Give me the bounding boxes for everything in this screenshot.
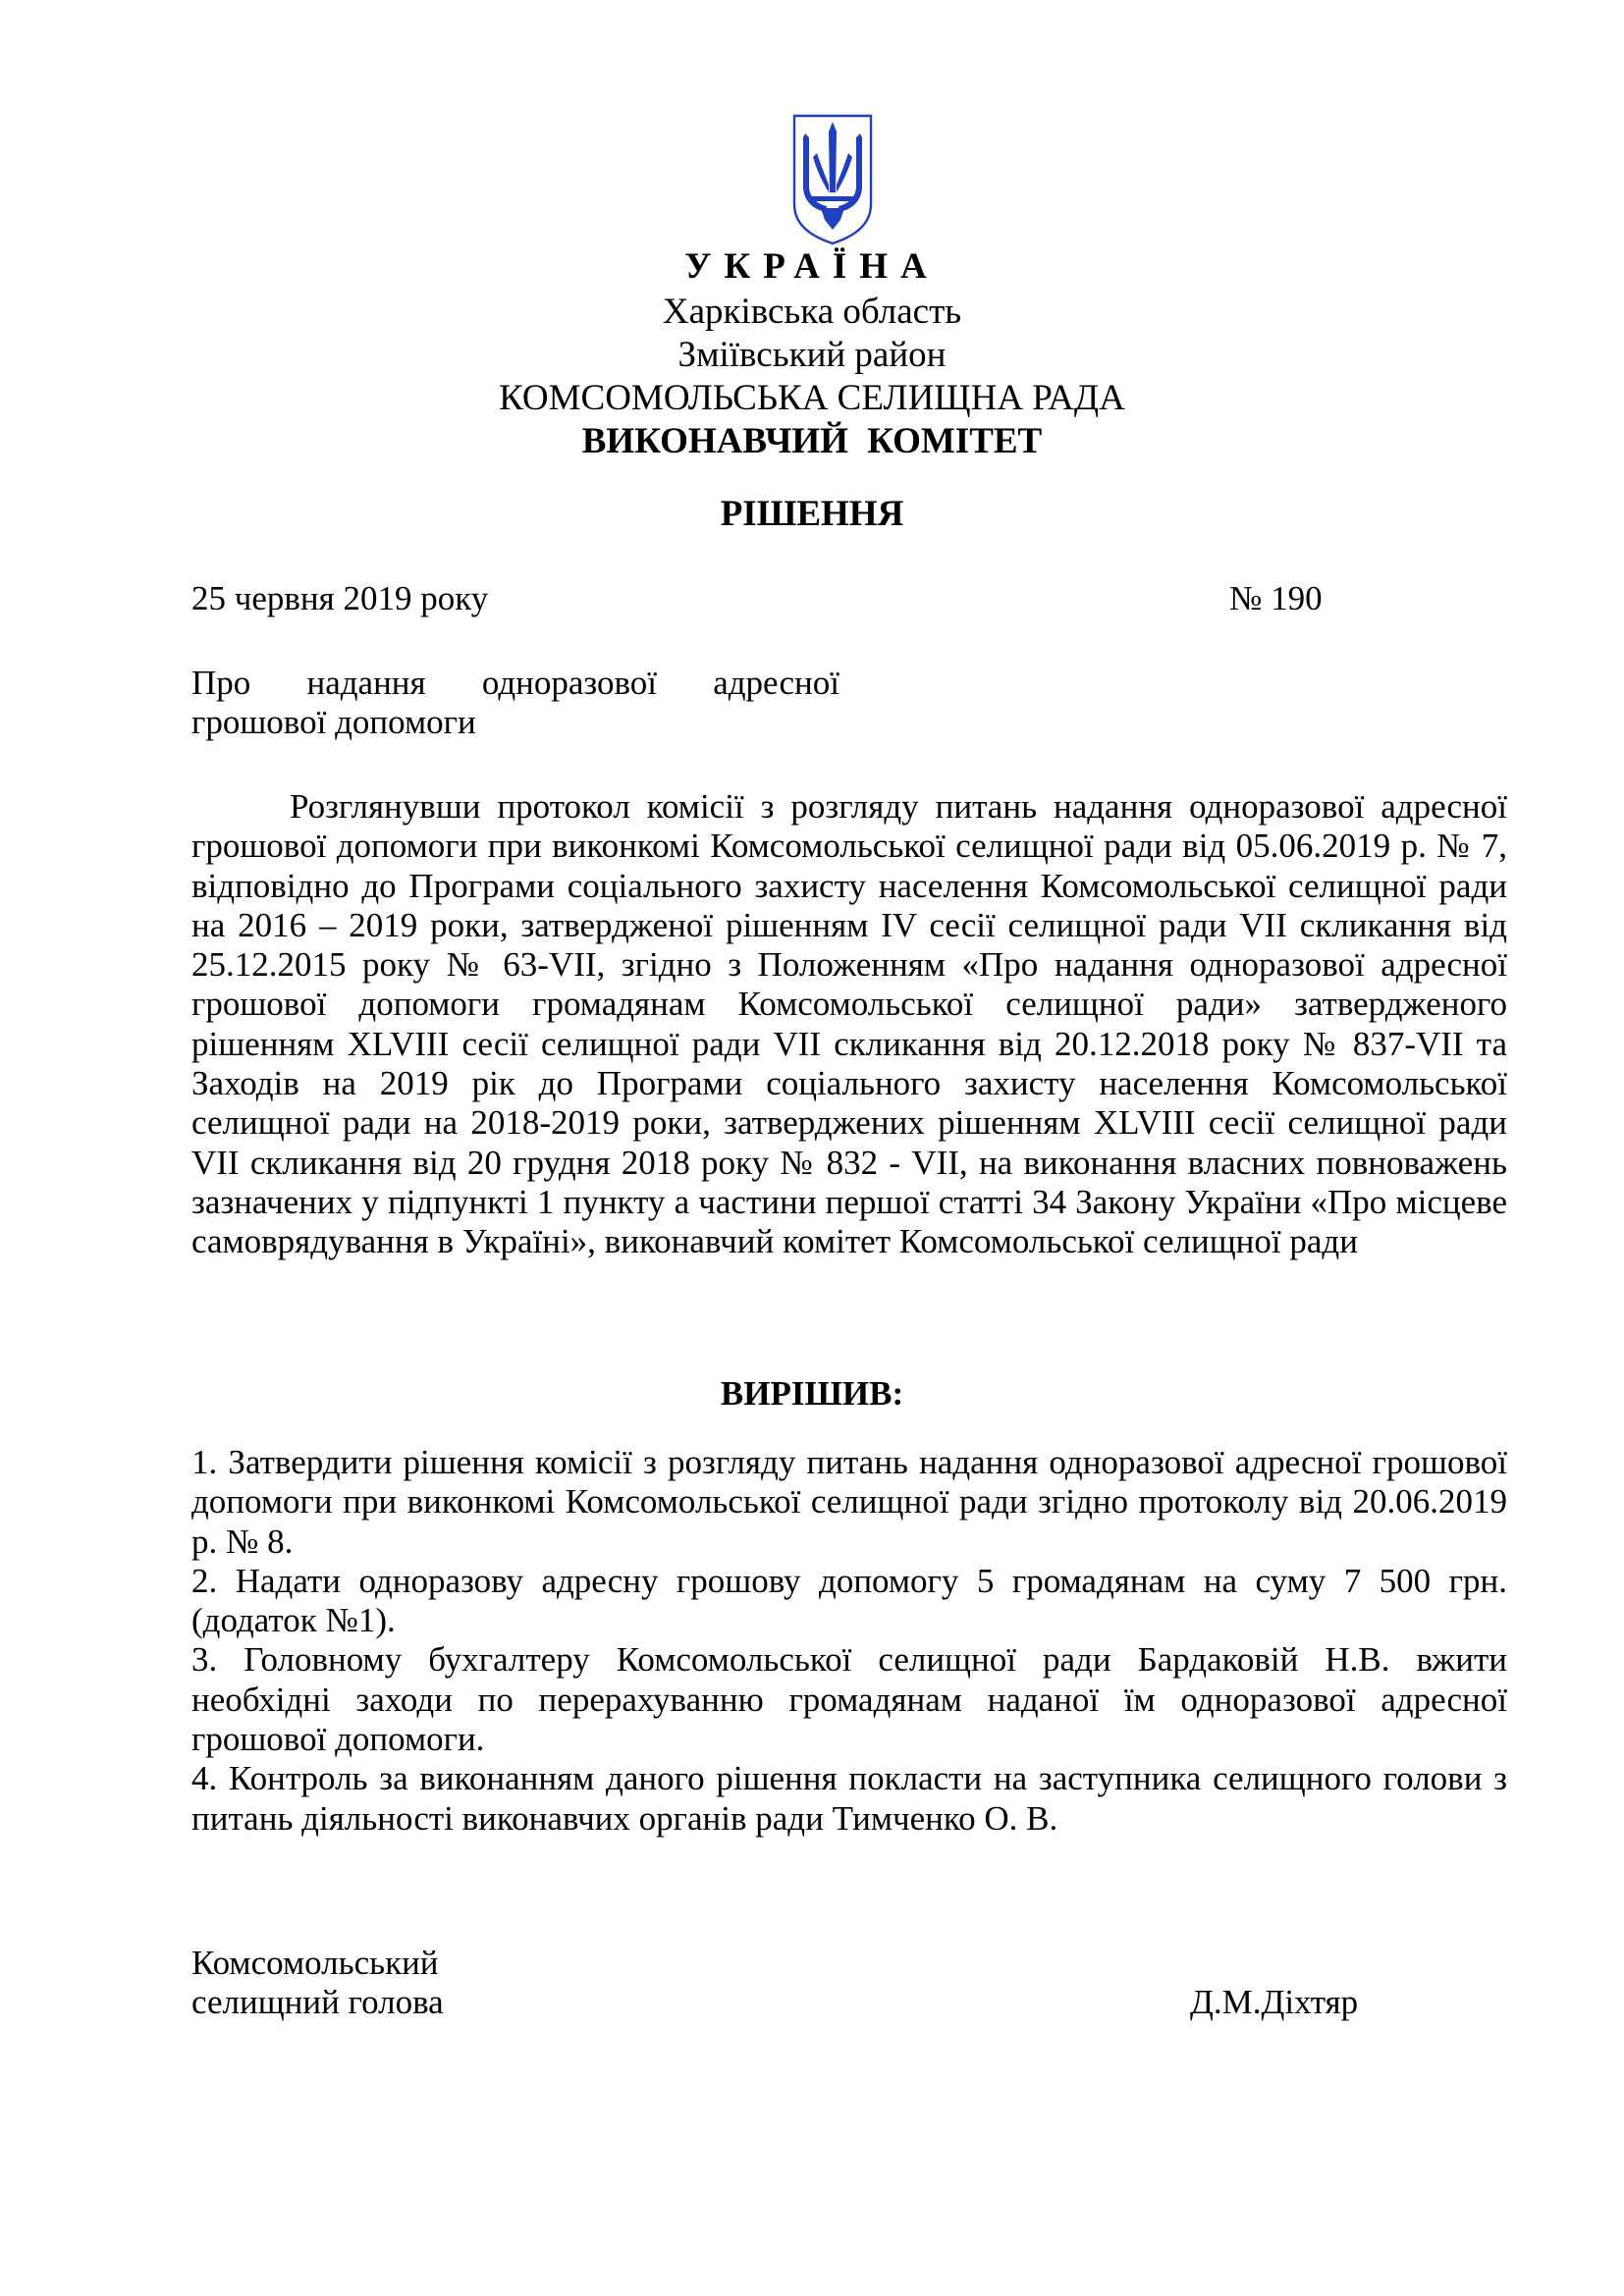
subject-word: Про [191,664,251,702]
signatory-title-line: Комсомольський [191,1944,439,1982]
resolution-item: 1. Затвердити рішення комісії з розгляду питань надання одноразової адресної грошової допомоги при виконкомі Комсомольської селищної ради згідно протоколу від 20.06.2019 р. № 8. [191,1443,1507,1561]
subject-word: адресної [713,664,839,702]
header-district: Зміївський район [677,335,947,375]
ukraine-trident-icon [791,114,874,245]
subject-word: надання [306,664,426,702]
resolution-items [191,1443,1507,1839]
resolution-item: 4. Контроль за виконанням даного рішення покласти на заступника селищного голови з питань діяльності виконавчих органів ради Тимченко О. В. [191,1759,1507,1838]
preamble-paragraph: Розглянувши протокол комісії з розгляду питань надання одноразової адресної грошової допомоги при виконкомі Комсомольської селищної ради від 05.06.2019 р. № 7, відповідно до Програми соціального захисту населення Комсомольської селищної ради на 2016 – 2019 роки, затвердженої рішенням IV сесії селищної ради VII скликання від 25.12.2015 року № 63-VII, згідно з Положенням «Про надання одноразової адресної грошової допомоги громадянам Комсомольської селищної ради» затвердженого рішенням XLVIII сесії селищної ради VII скликання від 20.12.2018 року № 837-VII та Заходів на 2019 рік до Програми соціального захисту населення Комсомольської селищної ради на 2018-2019 роки, затверджених рішенням XLVIII сесії селищної ради VII скликання від 20 грудня 2018 року № 832 - VII, на виконання власних повноважень зазначених у підпункті 1 пункту а частини першої статті 34 Закону України «Про місцеве самоврядування в Україні», виконавчий комітет Комсомольської селищної ради [191,787,1507,1261]
decision-subject [191,664,839,742]
subject-word: одноразової [481,664,658,702]
decision-number: № 190 [1229,579,1323,617]
header-region: Харківська область [662,292,962,332]
subject-line-2: грошової допомоги [191,703,476,741]
header-committee: ВИКОНАВЧИЙ КОМІТЕТ [581,421,1043,461]
header-country: УКРАЇНА [684,246,940,287]
signatory-title [191,1944,444,2022]
document-type-title: РІШЕННЯ [720,494,904,534]
decision-date: 25 червня 2019 року [191,579,489,617]
decided-heading: ВИРІШИВ: [720,1374,904,1413]
signatory-name: Д.М.Діхтяр [1190,1983,1359,2021]
signatory-title-line: селищний голова [191,1983,444,2021]
header-council: КОМСОМОЛЬСЬКА СЕЛИЩНА РАДА [499,378,1125,418]
resolution-item: 3. Головному бухгалтеру Комсомольської селищної ради Бардаковій Н.В. вжити необхідні заходи по перерахуванню громадянам наданої їм одноразової адресної грошової допомоги. [191,1640,1507,1759]
resolution-item: 2. Надати одноразову адресну грошову допомогу 5 громадянам на суму 7 500 грн. (додаток №1). [191,1561,1507,1640]
